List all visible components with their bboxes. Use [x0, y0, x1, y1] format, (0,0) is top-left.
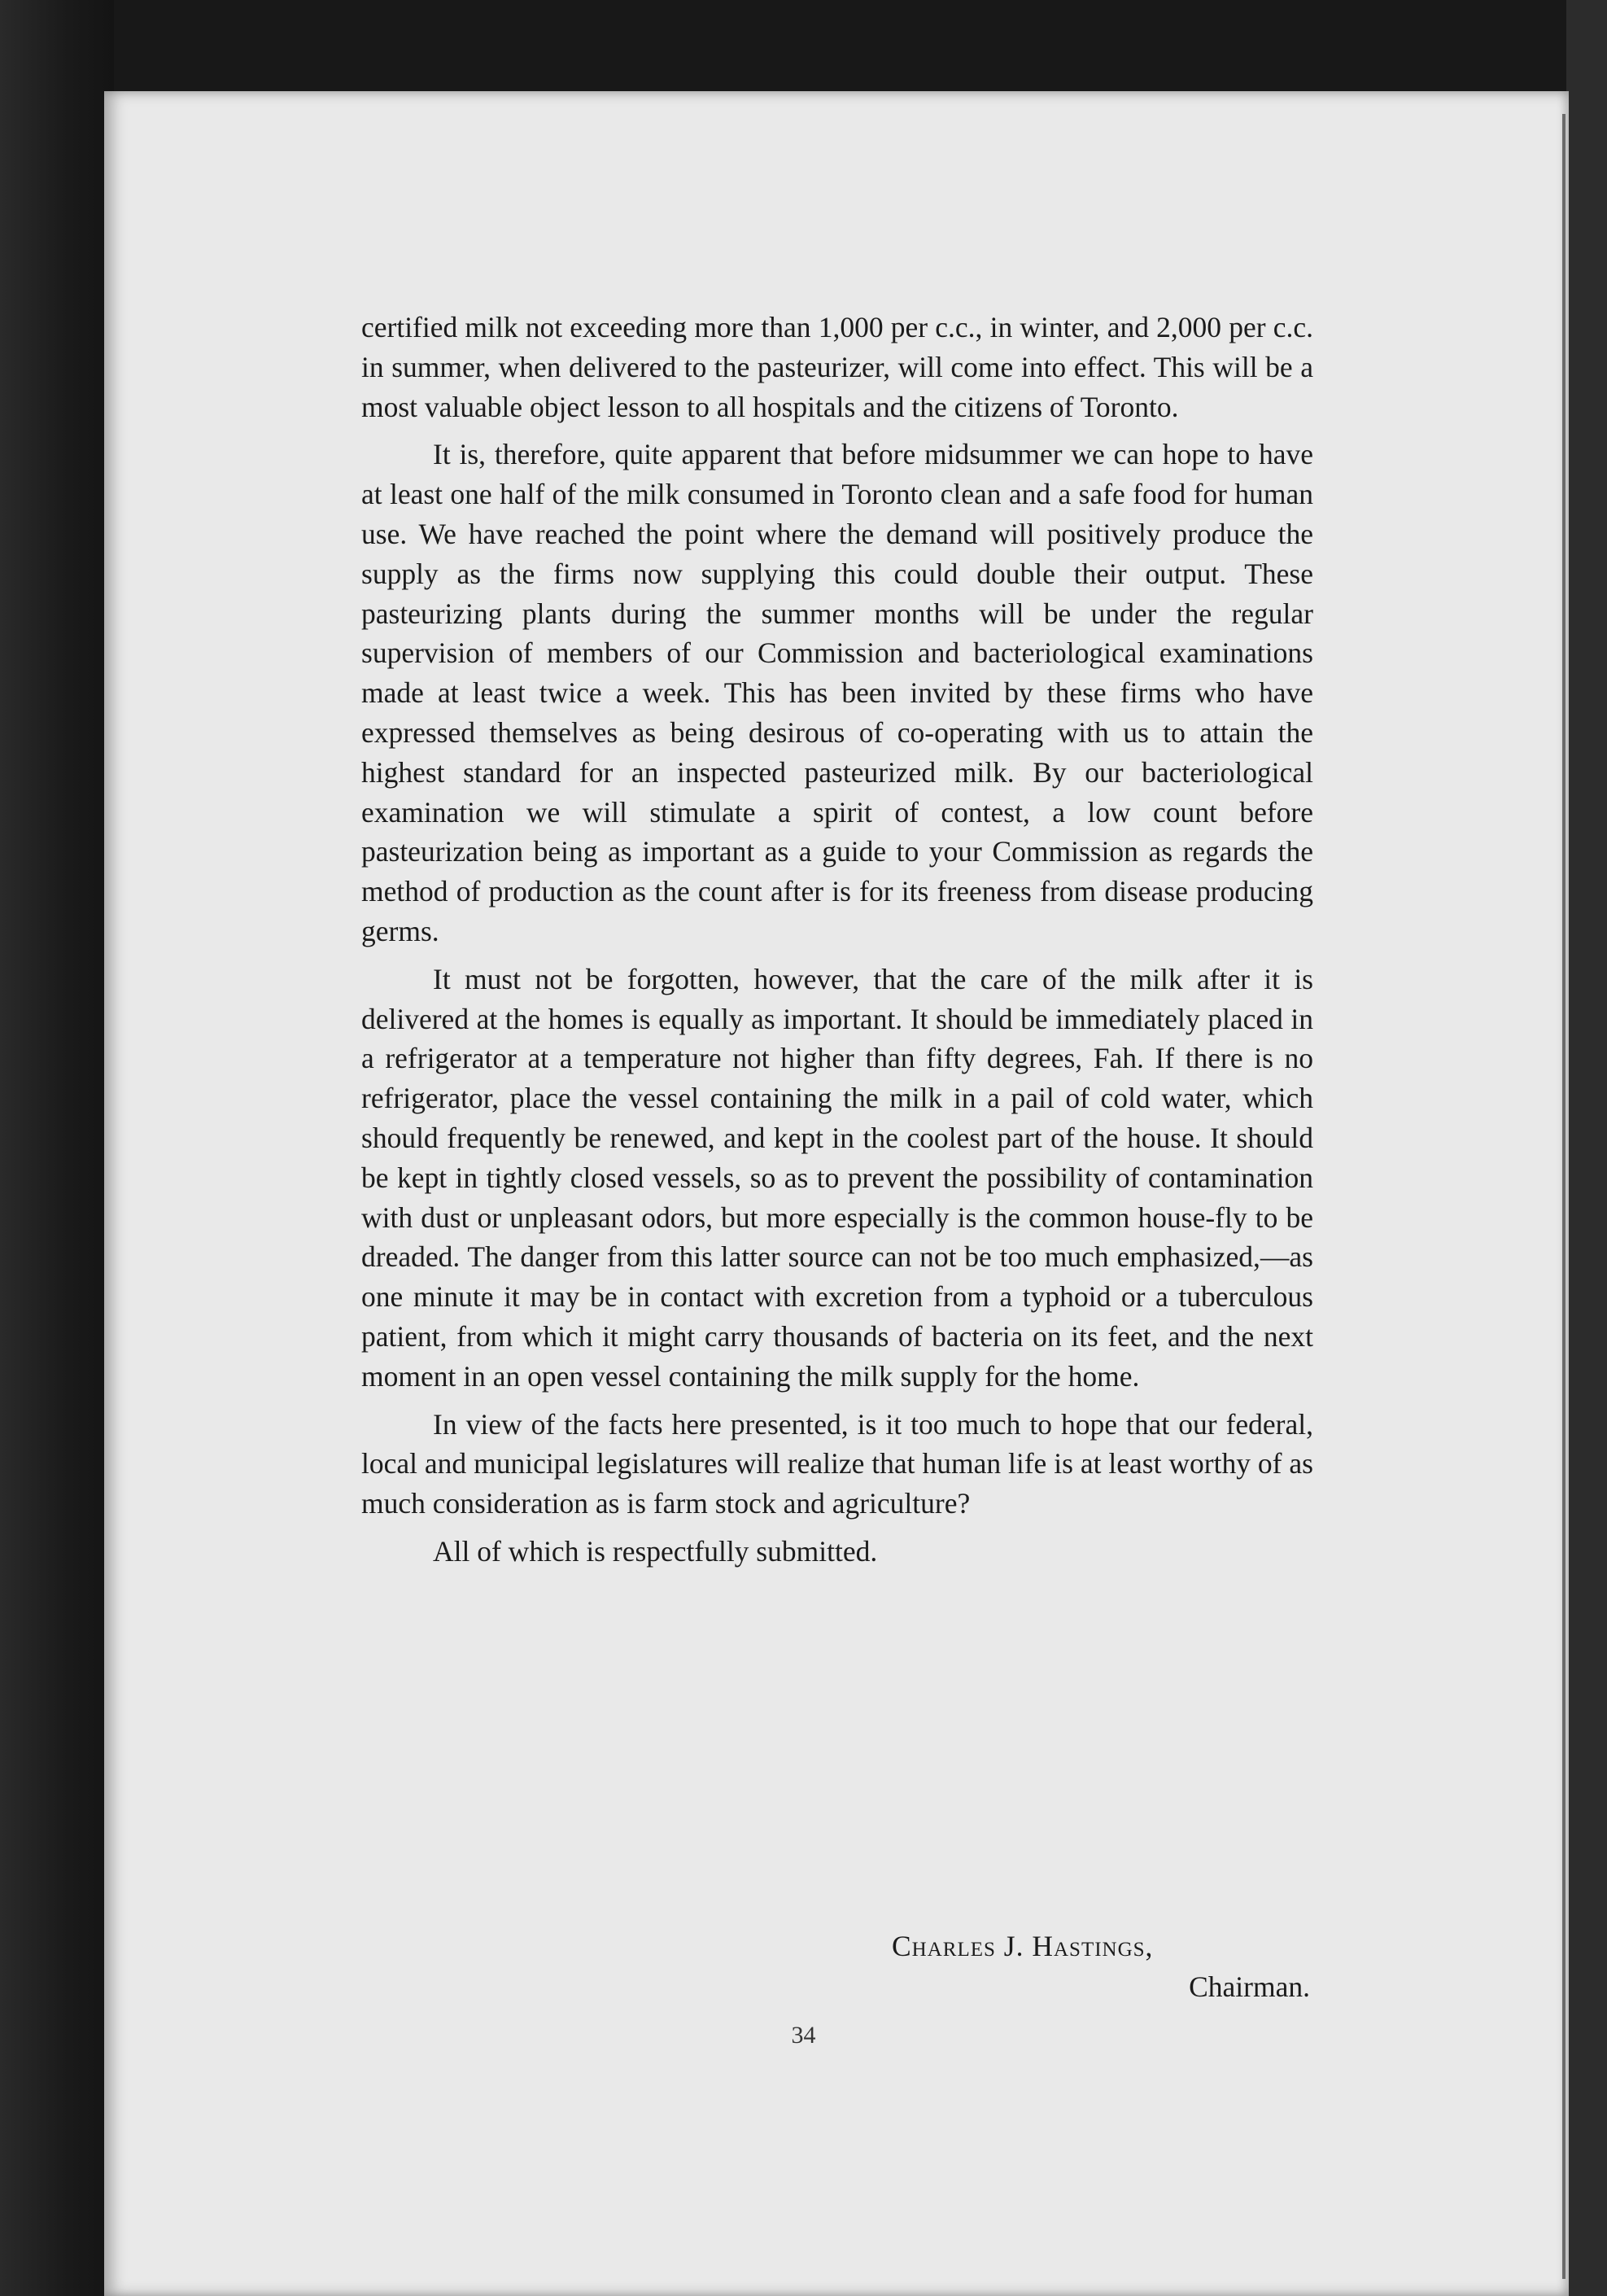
- paragraph-pasteurization: It is, therefore, quite apparent that before midsummer we can hope to have at least one half of the milk consumed in Toronto clean and a safe food for human use. We have reached the point where the demand will positively produce the supply as the firms now supplying this could double their output. These pasteurizing plants during the summer months will be under the regular supervision of members of our Commission and bacteriological examinations made at least twice a week. This has been invited by these firms who have expressed themselves as being desirous of co-operating with us to attain the highest standard for an inspected pasteurized milk. By our bacteriological examination we will stimulate a spirit of contest, a low count before pasteurization being as important as a guide to your Commission as regards the method of production as the count after is for its freeness from disease producing germs.: [361, 438, 1313, 947]
- scan-left-margin: [0, 0, 114, 2296]
- paragraph-submission: All of which is respectfully submitted.: [433, 1534, 878, 1568]
- page-edge-line: [1562, 114, 1566, 2279]
- paragraph-legislatures: In view of the facts here presented, is it too much to hope that our federal, local and municipal legislatures will realize that human life is at least worthy of as much consideration as is farm stock and agriculture?: [361, 1407, 1313, 1520]
- page-number: 34: [791, 2022, 816, 2049]
- paragraph-continuation: certified milk not exceeding more than 1,000 per c.c., in winter, and 2,000 per c.c. in summer, when delivered to the pasteurizer, will come into effect. This will be a most valuable object lesson to all hospitals and the citizens of Toronto.: [361, 311, 1313, 423]
- signatory-name: Charles J. Hastings,: [892, 1930, 1154, 1962]
- body-text: [361, 308, 1313, 1580]
- signatory-title: Chairman.: [1189, 1970, 1310, 2003]
- scan-right-margin: [1566, 0, 1607, 2296]
- paragraph-home-care: It must not be forgotten, however, that the care of the milk after it is delivered at the homes is equally as important. It should be immediately placed in a refrigerator at a temperature not higher than fifty degrees, Fah. If there is no refrigerator, place the vessel containing the milk in a pail of cold water, which should frequently be renewed, and kept in the coolest part of the house. It should be kept in tightly closed vessels, so as to prevent the possibility of contamination with dust or unpleasant odors, but more especially is the common house-fly to be dreaded. The danger from this latter source can not be too much emphasized,—as one minute it may be in contact with excretion from a typhoid or a tuberculous patient, from which it might carry thousands of bacteria on its feet, and the next moment in an open vessel containing the milk supply for the home.: [361, 962, 1313, 1393]
- signature-block: [814, 1926, 1310, 2007]
